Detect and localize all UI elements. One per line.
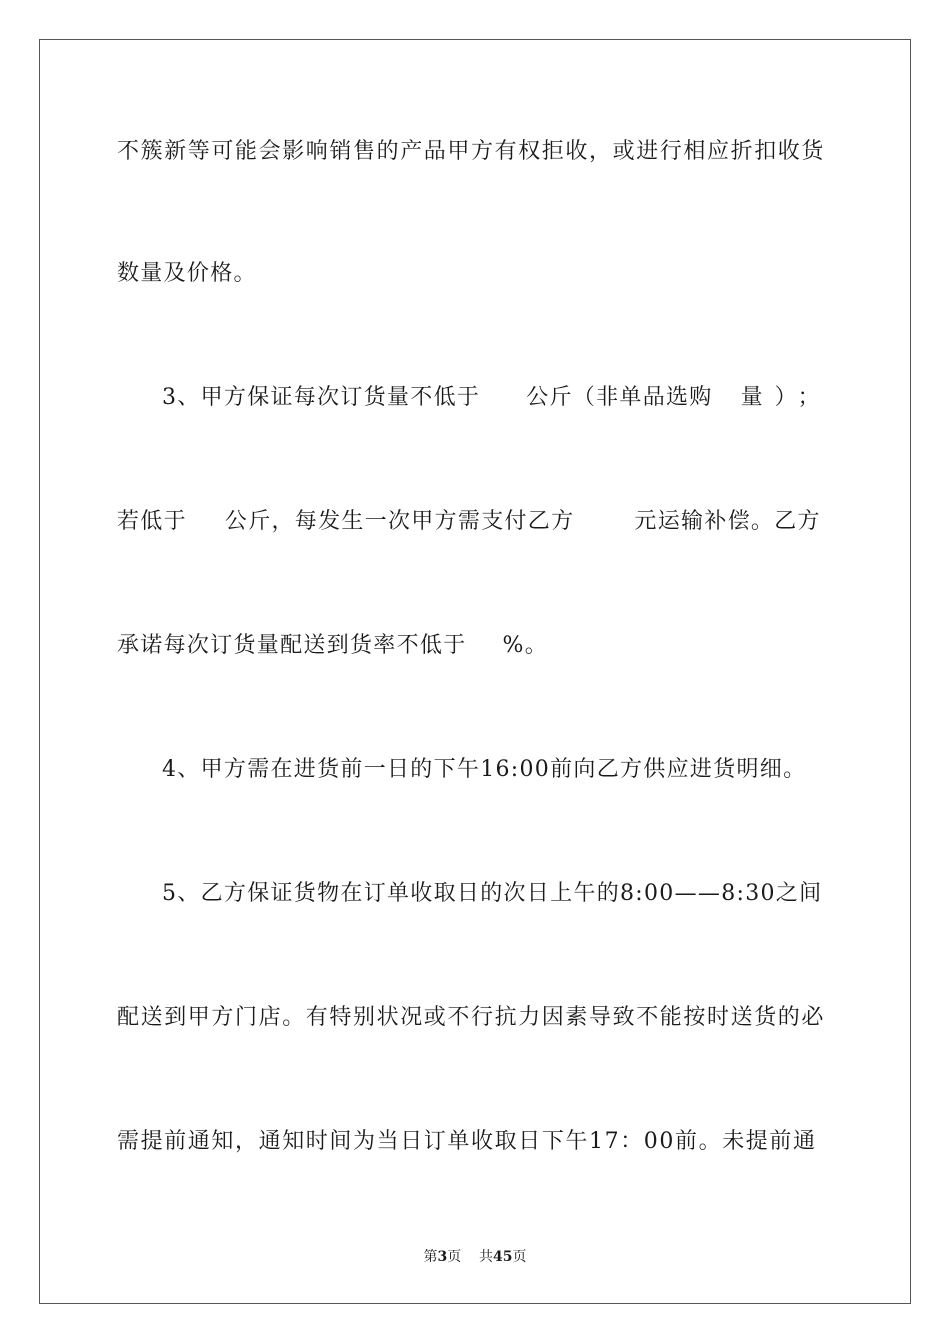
line-8-text: 配送到甲方门店。有特别状况或不行抗力因素导致不能按时送货的必 <box>117 1005 826 1030</box>
footer-total-suffix: 页 <box>512 1249 527 1265</box>
line-2-text: 数量及价格。 <box>117 261 257 286</box>
text-line-2 <box>117 260 833 288</box>
text-line-8 <box>117 1004 833 1032</box>
line-7-text: 5、乙方保证货物在订单收取日的次日上午的8:00——8:30之间 <box>162 881 823 906</box>
line-1-text: 不簇新等可能会影响销售的产品甲方有权拒收，或进行相应折扣收货 <box>117 139 826 164</box>
line-5-part-1: 承诺每次订货量配送到货率不低于 <box>117 633 467 658</box>
footer-page-suffix: 页 <box>447 1249 462 1265</box>
line-5-part-2: %。 <box>502 633 549 658</box>
line-9-text: 需提前通知，通知时间为当日订单收取日下午17：00前。未提前通 <box>117 1129 817 1154</box>
text-line-6 <box>117 756 833 784</box>
line-6-text: 4、甲方需在进货前一日的下午16:00前向乙方供应进货明细。 <box>162 757 807 782</box>
footer-page-number: 3 <box>437 1249 448 1265</box>
line-3-part-1: 3、甲方保证每次订货量不低于 <box>162 385 481 410</box>
line-4-part-1: 若低于 <box>117 509 187 534</box>
line-3-part-2: 公斤（非单品选购 <box>526 385 713 410</box>
line-4-part-3: 元运输补偿。乙方 <box>634 509 821 534</box>
text-line-5 <box>117 632 833 660</box>
line-4-part-2: 公斤，每发生一次甲方需支付乙方 <box>224 509 575 534</box>
page-footer <box>0 1248 950 1266</box>
line-3-part-3: 量）； <box>740 385 832 410</box>
footer-total-pages: 45 <box>493 1249 513 1265</box>
footer-total-prefix: 共 <box>479 1249 494 1265</box>
text-line-9 <box>117 1128 833 1156</box>
footer-page-prefix: 第 <box>423 1249 438 1265</box>
text-line-4 <box>117 508 833 536</box>
text-line-7 <box>117 880 833 908</box>
page-border <box>39 39 911 1304</box>
text-line-1 <box>117 138 833 166</box>
text-line-3 <box>117 384 833 412</box>
